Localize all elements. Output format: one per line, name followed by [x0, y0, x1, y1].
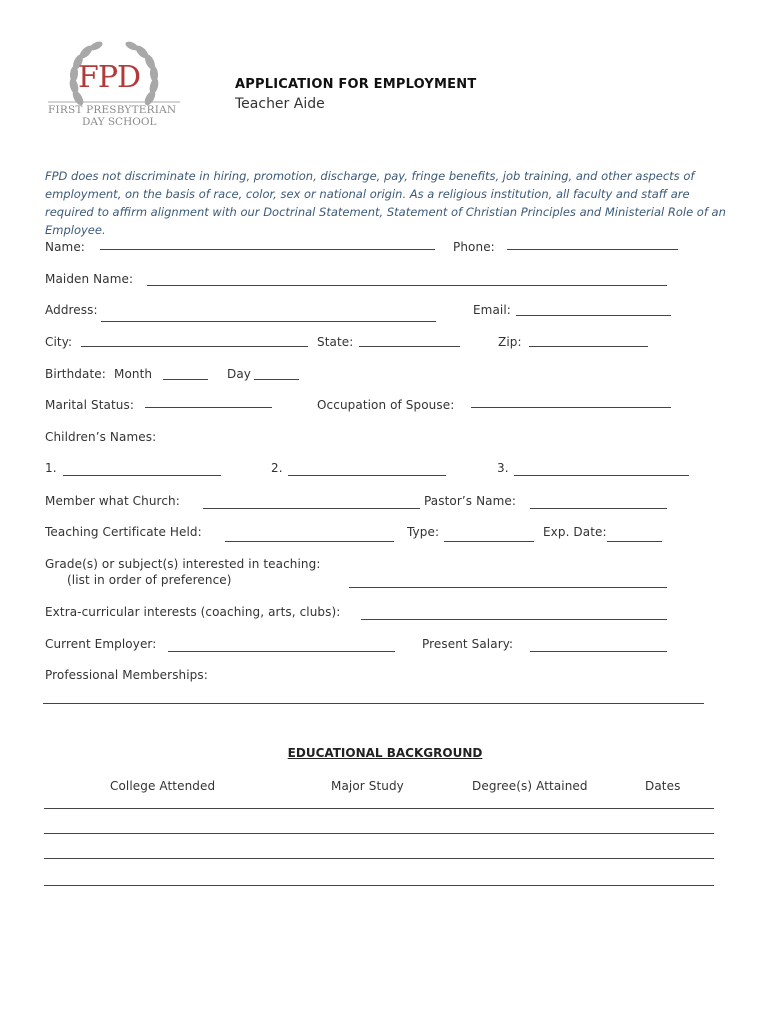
- marital-status-field[interactable]: [145, 407, 272, 408]
- birthdate-label: Birthdate:: [45, 367, 106, 381]
- memberships-label: Professional Memberships:: [45, 668, 208, 682]
- type-label: Type:: [407, 525, 440, 539]
- logo-initials: FPD: [78, 60, 141, 95]
- city-label: City:: [45, 335, 73, 349]
- pastor-label: Pastor’s Name:: [424, 494, 517, 508]
- education-row-1[interactable]: [44, 808, 714, 809]
- email-label: Email:: [473, 303, 511, 317]
- employer-field[interactable]: [168, 651, 395, 652]
- month-field[interactable]: [163, 379, 208, 380]
- logo-line2: DAY SCHOOL: [82, 116, 157, 128]
- certificate-field[interactable]: [225, 541, 394, 542]
- type-field[interactable]: [444, 541, 534, 542]
- exp-date-field[interactable]: [607, 541, 662, 542]
- address-label: Address:: [45, 303, 98, 317]
- form-title: APPLICATION FOR EMPLOYMENT: [235, 77, 477, 92]
- state-field[interactable]: [359, 346, 460, 347]
- address-field[interactable]: [101, 321, 436, 322]
- phone-label: Phone:: [453, 240, 495, 254]
- city-field[interactable]: [81, 346, 308, 347]
- name-field[interactable]: [100, 249, 435, 250]
- occupation-spouse-label: Occupation of Spouse:: [317, 398, 455, 412]
- zip-field[interactable]: [529, 346, 648, 347]
- zip-label: Zip:: [498, 335, 522, 349]
- name-label: Name:: [45, 240, 85, 254]
- employer-label: Current Employer:: [45, 637, 157, 651]
- email-field[interactable]: [516, 315, 671, 316]
- day-field[interactable]: [254, 379, 299, 380]
- salary-label: Present Salary:: [422, 637, 514, 651]
- grades-field[interactable]: [349, 587, 667, 588]
- exp-date-label: Exp. Date:: [543, 525, 607, 539]
- occupation-spouse-field[interactable]: [471, 407, 671, 408]
- child1-field[interactable]: [63, 475, 221, 476]
- grades-label: Grade(s) or subject(s) interested in teaching:: [45, 557, 321, 571]
- grades-note: (list in order of preference): [67, 573, 232, 587]
- col-degree: Degree(s) Attained: [472, 779, 588, 793]
- non-discrimination-notice: FPD does not discriminate in hiring, promotion, discharge, pay, fringe benefits, job training, and other aspects of employment, on the basis of race, color, sex or national origin. As a religious institution, all faculty and staff are required to affirm alignment with our Doctrinal Statement, Statement of Christian Principles and Ministerial Role of an Employee.: [45, 169, 726, 237]
- church-field[interactable]: [203, 508, 420, 509]
- childrens-names-label: Children’s Names:: [45, 430, 157, 444]
- col-major: Major Study: [331, 779, 404, 793]
- pastor-field[interactable]: [530, 508, 667, 509]
- education-row-2[interactable]: [44, 833, 714, 834]
- education-row-3[interactable]: [44, 858, 714, 859]
- church-label: Member what Church:: [45, 494, 180, 508]
- maiden-name-label: Maiden Name:: [45, 272, 134, 286]
- salary-field[interactable]: [530, 651, 667, 652]
- extracurricular-field[interactable]: [361, 619, 667, 620]
- education-heading: EDUCATIONAL BACKGROUND: [287, 746, 483, 760]
- education-row-4[interactable]: [44, 885, 714, 886]
- child2-label: 2.: [271, 461, 283, 475]
- child3-label: 3.: [497, 461, 509, 475]
- marital-status-label: Marital Status:: [45, 398, 134, 412]
- memberships-field[interactable]: [43, 703, 704, 704]
- school-logo: [44, 38, 184, 130]
- day-label: Day: [227, 367, 251, 381]
- month-label: Month: [114, 367, 153, 381]
- child2-field[interactable]: [288, 475, 446, 476]
- child3-field[interactable]: [514, 475, 689, 476]
- extracurricular-label: Extra-curricular interests (coaching, arts, clubs):: [45, 605, 341, 619]
- state-label: State:: [317, 335, 354, 349]
- certificate-label: Teaching Certificate Held:: [45, 525, 202, 539]
- logo-line1: FIRST PRESBYTERIAN: [48, 104, 177, 116]
- form-subtitle: Teacher Aide: [235, 96, 325, 112]
- col-dates: Dates: [645, 779, 681, 793]
- col-college: College Attended: [110, 779, 216, 793]
- maiden-name-field[interactable]: [147, 285, 667, 286]
- phone-field[interactable]: [507, 249, 678, 250]
- child1-label: 1.: [45, 461, 57, 475]
